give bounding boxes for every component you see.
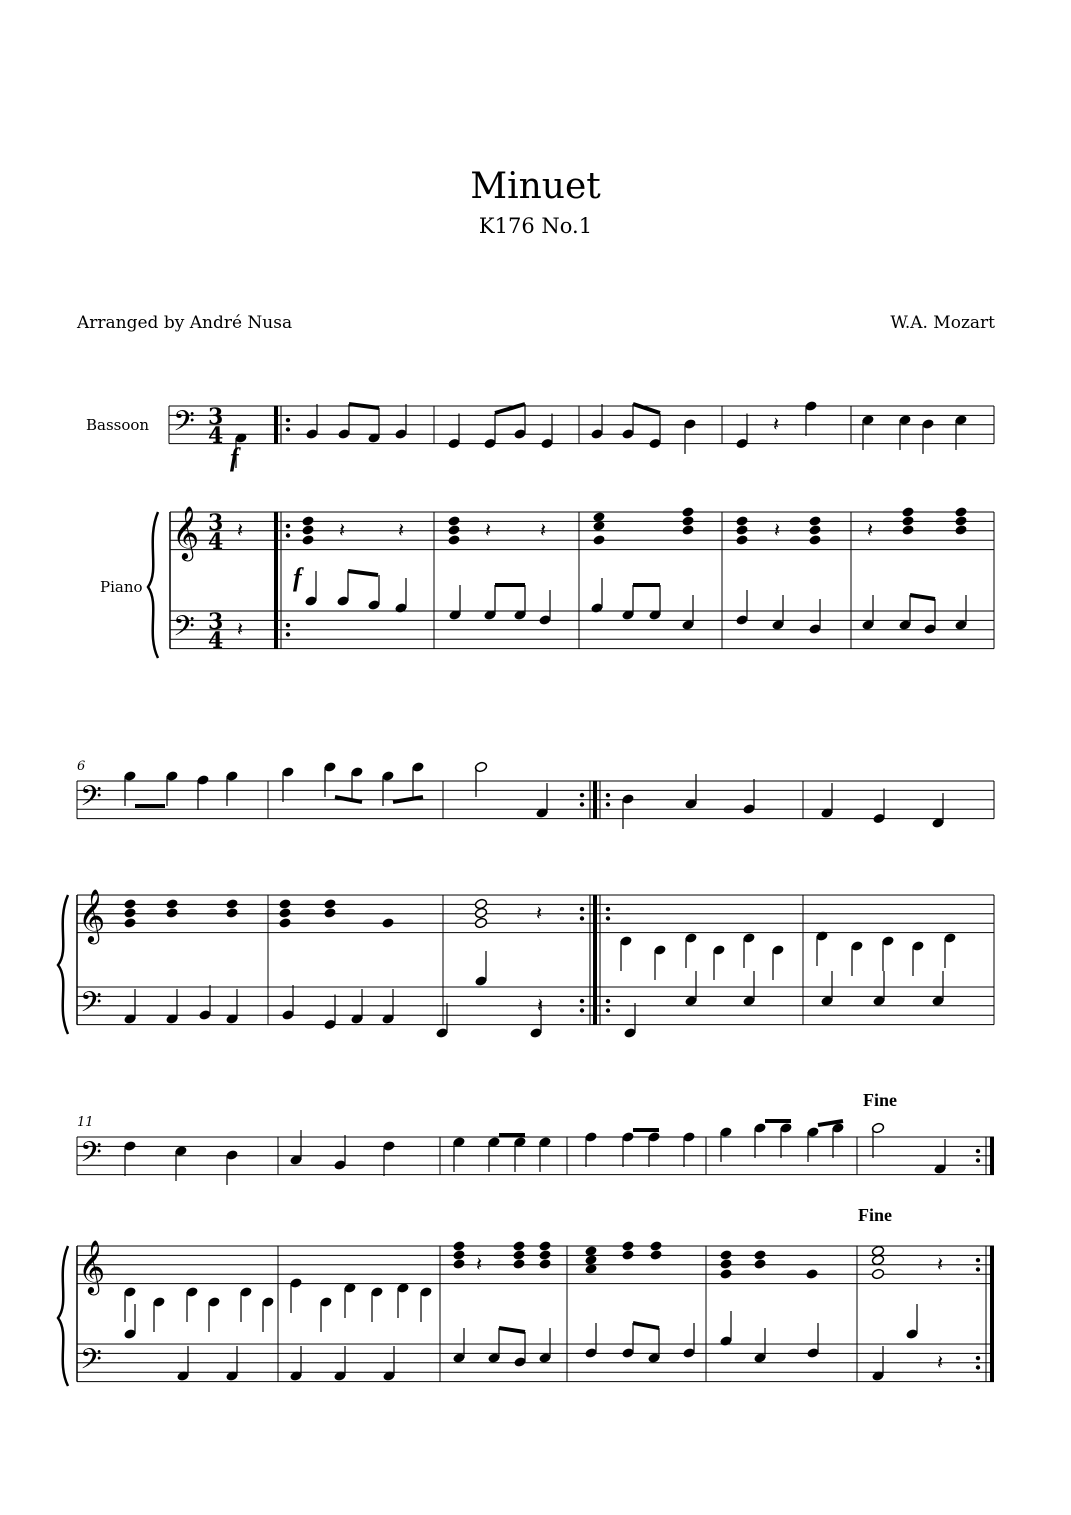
notation-layer <box>58 400 994 1386</box>
dynamic-forte-piano: f <box>293 563 302 592</box>
dynamic-forte-bassoon: f <box>230 443 239 472</box>
treble-chord-note <box>808 534 821 546</box>
quarter-rest: 𝄽 <box>476 1252 483 1276</box>
treble-chord-note <box>452 1258 465 1270</box>
fine-marking-bassoon: Fine <box>863 1090 897 1110</box>
treble-chord-note <box>538 1240 551 1252</box>
bass-clef: 𝄢 <box>80 986 102 1026</box>
treble-chord-note <box>808 524 821 536</box>
beam <box>495 404 525 413</box>
quarter-rest: 𝄽 <box>536 901 543 925</box>
repeat-dot <box>976 1258 980 1262</box>
repeat-dot <box>286 632 290 636</box>
treble-chord-note <box>512 1258 525 1270</box>
bass-clef: 𝄢 <box>80 1343 102 1383</box>
beam <box>633 1323 659 1328</box>
repeat-dot <box>580 802 584 806</box>
treble-chord-note <box>301 534 314 546</box>
treble-chord-note <box>323 898 336 910</box>
treble-chord-note <box>512 1240 525 1252</box>
treble-chord-note <box>621 1249 634 1261</box>
treble-clef: 𝄞 <box>78 1239 106 1293</box>
repeat-dot <box>580 1008 584 1012</box>
quarter-rest: 𝄽 <box>774 518 781 542</box>
bass-clef: 𝄢 <box>80 1136 102 1176</box>
treble-chord-note <box>301 515 314 527</box>
treble-chord-note <box>323 907 336 919</box>
treble-chord-note <box>278 898 291 910</box>
treble-clef: 𝄞 <box>78 888 106 942</box>
treble-chord-note <box>735 524 748 536</box>
treble-chord-note <box>753 1258 766 1270</box>
quarter-rest: 𝄽 <box>398 518 405 542</box>
beam <box>349 404 379 408</box>
treble-chord-note <box>735 534 748 546</box>
repeat-dot <box>606 793 610 797</box>
repeat-dot <box>976 1149 980 1153</box>
repeat-dot <box>580 907 584 911</box>
arranger-credit: Arranged by André Nusa <box>77 313 293 333</box>
treble-chord-note <box>954 515 967 527</box>
measure-number-11: 11 <box>77 1115 94 1130</box>
time-signature-top: 3 <box>208 404 224 430</box>
bass-clef: 𝄢 <box>173 610 195 650</box>
quarter-rest: 𝄽 <box>237 518 244 542</box>
repeat-dot <box>580 793 584 797</box>
treble-chord-note <box>871 1254 884 1266</box>
beam <box>910 595 935 599</box>
quarter-rest: 𝄽 <box>485 518 492 542</box>
treble-chord-note <box>452 1249 465 1261</box>
treble-chord-note <box>649 1240 662 1252</box>
treble-chord-note <box>278 917 291 929</box>
piece-subtitle: K176 No.1 <box>478 214 593 238</box>
piano-brace <box>58 1246 68 1386</box>
treble-chord-note <box>681 524 694 536</box>
time-signature-bottom: 4 <box>208 628 224 654</box>
repeat-dot <box>580 916 584 920</box>
treble-clef: 𝄞 <box>172 505 200 559</box>
composer-credit: W.A. Mozart <box>890 313 995 333</box>
repeat-dot <box>286 418 290 422</box>
treble-chord-note <box>123 917 136 929</box>
quarter-rest: 𝄽 <box>937 1252 944 1276</box>
treble-chord-note <box>225 898 238 910</box>
treble-chord-note <box>901 515 914 527</box>
beam <box>633 404 660 413</box>
time-signature-top: 3 <box>208 609 224 635</box>
repeat-dot <box>976 1267 980 1271</box>
treble-chord-note <box>301 524 314 536</box>
treble-chord-note <box>735 515 748 527</box>
piano-label: Piano <box>100 578 143 596</box>
repeat-dot <box>606 802 610 806</box>
treble-chord-note <box>225 907 238 919</box>
treble-chord-note <box>452 1240 465 1252</box>
bass-clef: 𝄢 <box>173 405 195 445</box>
treble-chord-note <box>474 917 487 929</box>
treble-chord-note <box>719 1249 732 1261</box>
piece-title: Minuet <box>470 166 601 207</box>
piano-brace <box>148 512 158 658</box>
quarter-rest: 𝄽 <box>937 1350 944 1374</box>
repeat-dot <box>976 1158 980 1162</box>
time-signature-bottom: 4 <box>208 529 224 555</box>
beam <box>393 797 423 802</box>
treble-chord-note <box>123 907 136 919</box>
treble-chord-note <box>621 1240 634 1252</box>
quarter-rest: 𝄽 <box>537 993 544 1017</box>
repeat-dot <box>606 1008 610 1012</box>
repeat-dot <box>606 907 610 911</box>
treble-chord-note <box>954 506 967 518</box>
treble-chord-note <box>719 1258 732 1270</box>
repeat-dot <box>606 916 610 920</box>
fine-marking-piano: Fine <box>858 1205 892 1225</box>
treble-chord-note <box>538 1249 551 1261</box>
treble-chord-note <box>584 1254 597 1266</box>
treble-chord-note <box>719 1268 732 1280</box>
treble-chord-note <box>381 917 394 929</box>
treble-chord-note <box>538 1258 551 1270</box>
repeat-dot <box>286 524 290 528</box>
repeat-dot <box>976 1365 980 1369</box>
treble-chord-note <box>447 524 460 536</box>
treble-chord-note <box>592 534 605 546</box>
treble-chord-note <box>649 1249 662 1261</box>
treble-chord-note <box>592 520 605 532</box>
quarter-rest: 𝄽 <box>773 412 780 436</box>
treble-chord-note <box>474 907 487 919</box>
measure-number-6: 6 <box>77 759 86 774</box>
treble-chord-note <box>165 907 178 919</box>
treble-chord-note <box>753 1249 766 1261</box>
quarter-rest: 𝄽 <box>237 617 244 641</box>
bassoon-label: Bassoon <box>86 416 150 434</box>
repeat-dot <box>606 999 610 1003</box>
piano-brace <box>58 895 68 1034</box>
repeat-dot <box>286 427 290 431</box>
repeat-dot <box>286 533 290 537</box>
beam <box>348 571 378 575</box>
time-signature-top: 3 <box>208 510 224 536</box>
quarter-rest: 𝄽 <box>339 518 346 542</box>
treble-chord-note <box>512 1249 525 1261</box>
treble-chord-note <box>901 506 914 518</box>
time-signature-bottom: 4 <box>208 423 224 449</box>
repeat-dot <box>286 623 290 627</box>
treble-chord-note <box>871 1268 884 1280</box>
treble-chord-note <box>901 524 914 536</box>
quarter-rest: 𝄽 <box>867 518 874 542</box>
treble-chord-note <box>681 506 694 518</box>
treble-chord-note <box>447 534 460 546</box>
treble-chord-note <box>165 898 178 910</box>
treble-chord-note <box>681 515 694 527</box>
treble-chord-note <box>447 515 460 527</box>
repeat-dot <box>580 999 584 1003</box>
treble-chord-note <box>808 515 821 527</box>
treble-chord-note <box>805 1268 818 1280</box>
beam <box>335 797 362 802</box>
repeat-dot <box>976 1356 980 1360</box>
bass-clef: 𝄢 <box>80 780 102 820</box>
treble-chord-note <box>954 524 967 536</box>
treble-chord-note <box>278 907 291 919</box>
quarter-rest: 𝄽 <box>540 518 547 542</box>
treble-chord-note <box>123 898 136 910</box>
beam <box>499 1328 525 1332</box>
